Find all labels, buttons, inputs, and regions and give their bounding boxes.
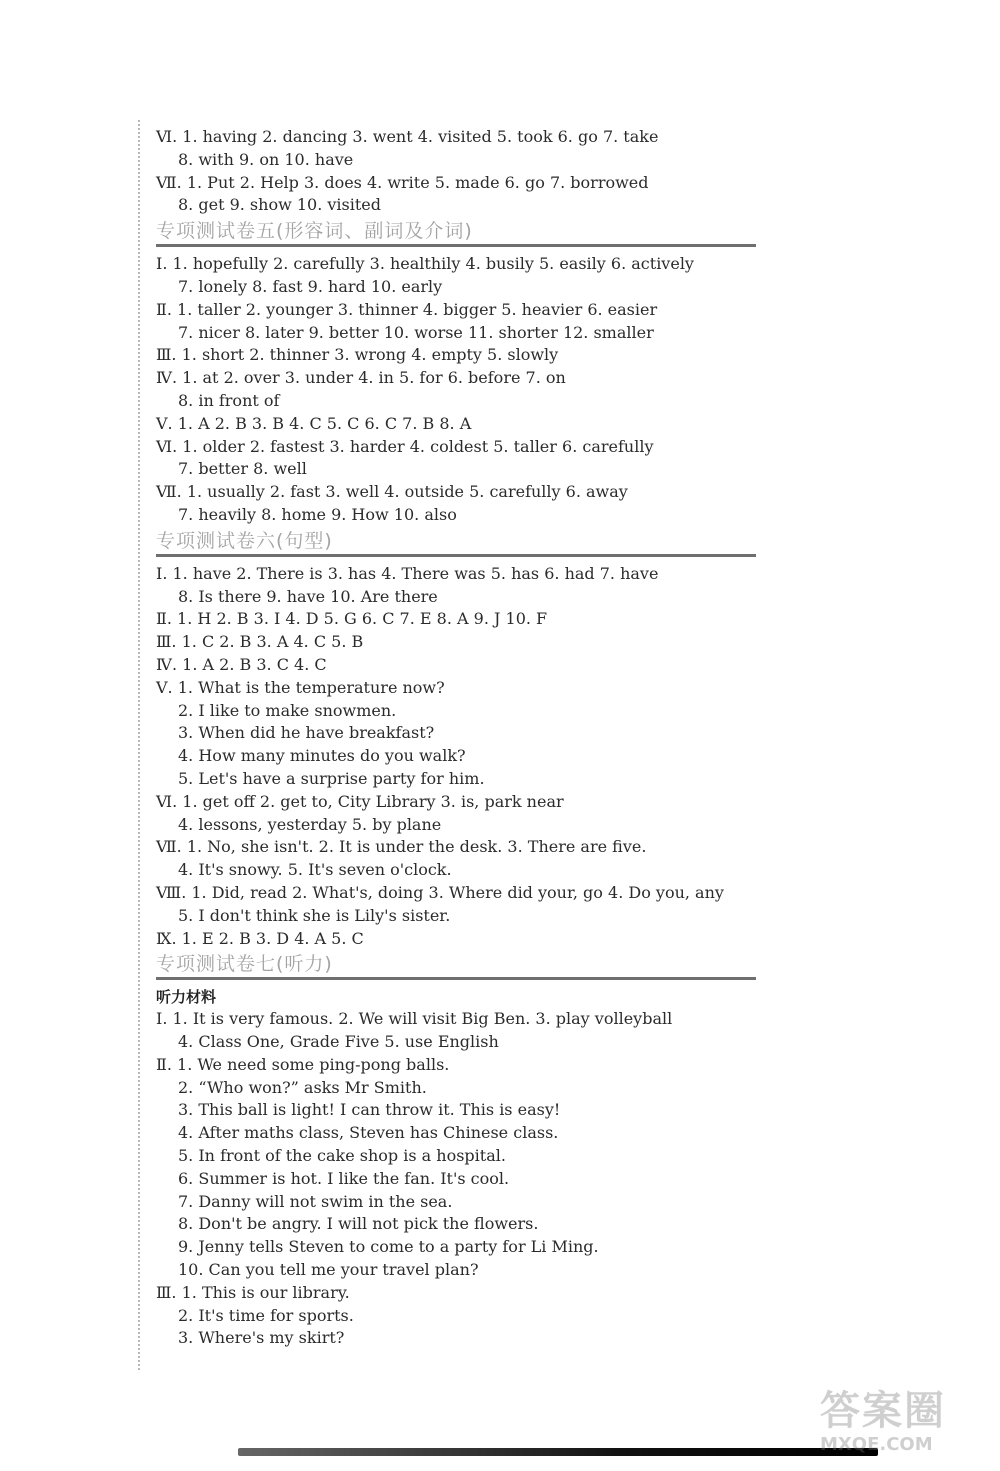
- answer-line-continued: 2. It's time for sports.: [178, 1305, 354, 1325]
- answer-line-continued: 2. I like to make snowmen.: [178, 700, 397, 720]
- answer-line: Ⅱ. 1. We need some ping-pong balls.: [156, 1054, 450, 1074]
- answer-line: Ⅷ. 1. Did, read 2. What's, doing 3. Where did your, go 4. Do you, any: [156, 882, 724, 902]
- answer-line-continued: 7. nicer 8. later 9. better 10. worse 11. shorter 12. smaller: [178, 322, 654, 342]
- answer-line-continued: 8. get 9. show 10. visited: [178, 195, 382, 215]
- answer-line-continued: 5. I don't think she is Lily's sister.: [178, 905, 451, 925]
- answer-line-continued: 3. Where's my skirt?: [178, 1328, 345, 1348]
- answer-line-continued: 4. After maths class, Steven has Chinese class.: [178, 1123, 559, 1143]
- answer-line: Ⅵ. 1. get off 2. get to, City Library 3. is, park near: [156, 791, 564, 811]
- answer-line: Ⅵ. 1. older 2. fastest 3. harder 4. coldest 5. taller 6. carefully: [156, 436, 654, 456]
- section-heading: [156, 529, 756, 557]
- answer-line-continued: 7. better 8. well: [178, 459, 307, 479]
- answer-line-continued: 4. How many minutes do you walk?: [178, 746, 466, 766]
- bottom-rule: [238, 1448, 878, 1456]
- answer-line: Ⅴ. 1. What is the temperature now?: [156, 677, 445, 697]
- answer-line-continued: 8. with 9. on 10. have: [178, 149, 354, 169]
- answer-line: Ⅱ. 1. H 2. B 3. I 4. D 5. G 6. C 7. E 8. A 9. J 10. F: [156, 609, 548, 629]
- answer-line-continued: 10. Can you tell me your travel plan?: [178, 1260, 479, 1280]
- answer-line: Ⅶ. 1. No, she isn't. 2. It is under the desk. 3. There are five.: [156, 837, 647, 857]
- answer-line: Ⅶ. 1. usually 2. fast 3. well 4. outside 5. carefully 6. away: [156, 482, 628, 502]
- answer-line-continued: 8. in front of: [178, 390, 280, 410]
- answer-line: Ⅰ. 1. have 2. There is 3. has 4. There was 5. has 6. had 7. have: [156, 563, 659, 583]
- answer-line-continued: 8. Don't be angry. I will not pick the flowers.: [178, 1214, 539, 1234]
- answer-line-continued: 7. Danny will not swim in the sea.: [178, 1191, 453, 1211]
- section-heading: [156, 952, 756, 980]
- section-heading: [156, 219, 756, 247]
- answer-line: Ⅲ. 1. short 2. thinner 3. wrong 4. empty 5. slowly: [156, 345, 559, 365]
- binding-dotted-line: [138, 120, 140, 1370]
- answer-line: Ⅸ. 1. E 2. B 3. D 4. A 5. C: [156, 928, 364, 948]
- section-heading-text: 专项测试卷七(听力): [156, 953, 333, 976]
- answer-line-continued: 7. heavily 8. home 9. How 10. also: [178, 504, 457, 524]
- answer-line-continued: 5. In front of the cake shop is a hospital.: [178, 1146, 506, 1166]
- answer-line-continued: 9. Jenny tells Steven to come to a party for Li Ming.: [178, 1237, 599, 1257]
- section-heading-text: 专项测试卷五(形容词、副词及介词): [156, 220, 473, 243]
- answer-line: Ⅲ. 1. C 2. B 3. A 4. C 5. B: [156, 632, 364, 652]
- answer-line: Ⅶ. 1. Put 2. Help 3. does 4. write 5. made 6. go 7. borrowed: [156, 172, 649, 192]
- watermark-logo: [820, 1388, 980, 1464]
- answer-line: Ⅲ. 1. This is our library.: [156, 1282, 350, 1302]
- answer-line-continued: 5. Let's have a surprise party for him.: [178, 768, 485, 788]
- answer-line: Ⅳ. 1. at 2. over 3. under 4. in 5. for 6. before 7. on: [156, 368, 566, 388]
- answer-line-continued: 4. It's snowy. 5. It's seven o'clock.: [178, 860, 452, 880]
- watermark-mark: 答案圈: [820, 1388, 946, 1434]
- answer-line-continued: 6. Summer is hot. I like the fan. It's cool.: [178, 1168, 510, 1188]
- watermark-url: MXQE.COM: [820, 1434, 933, 1455]
- answer-line-continued: 7. lonely 8. fast 9. hard 10. early: [178, 276, 443, 296]
- answer-line-continued: 4. lessons, yesterday 5. by plane: [178, 814, 442, 834]
- answer-line-continued: 3. This ball is light! I can throw it. This is easy!: [178, 1100, 561, 1120]
- answer-key-content: [156, 126, 756, 1350]
- answer-line: Ⅰ. 1. hopefully 2. carefully 3. healthily 4. busily 5. easily 6. actively: [156, 254, 694, 274]
- answer-line-continued: 3. When did he have breakfast?: [178, 723, 435, 743]
- answer-line: Ⅰ. 1. It is very famous. 2. We will visit Big Ben. 3. play volleyball: [156, 1009, 673, 1029]
- answer-line: Ⅴ. 1. A 2. B 3. B 4. C 5. C 6. C 7. B 8. A: [156, 413, 472, 433]
- answer-line-continued: 2. “Who won?” asks Mr Smith.: [178, 1077, 427, 1097]
- answer-line-continued: 4. Class One, Grade Five 5. use English: [178, 1032, 499, 1052]
- answer-line: Ⅵ. 1. having 2. dancing 3. went 4. visited 5. took 6. go 7. take: [156, 127, 659, 146]
- section-heading-text: 专项测试卷六(句型): [156, 529, 333, 552]
- subheading: 听力材料: [156, 988, 217, 1007]
- answer-line-continued: 8. Is there 9. have 10. Are there: [178, 586, 438, 606]
- answer-line: Ⅱ. 1. taller 2. younger 3. thinner 4. bigger 5. heavier 6. easier: [156, 299, 658, 319]
- answer-line: Ⅳ. 1. A 2. B 3. C 4. C: [156, 654, 327, 674]
